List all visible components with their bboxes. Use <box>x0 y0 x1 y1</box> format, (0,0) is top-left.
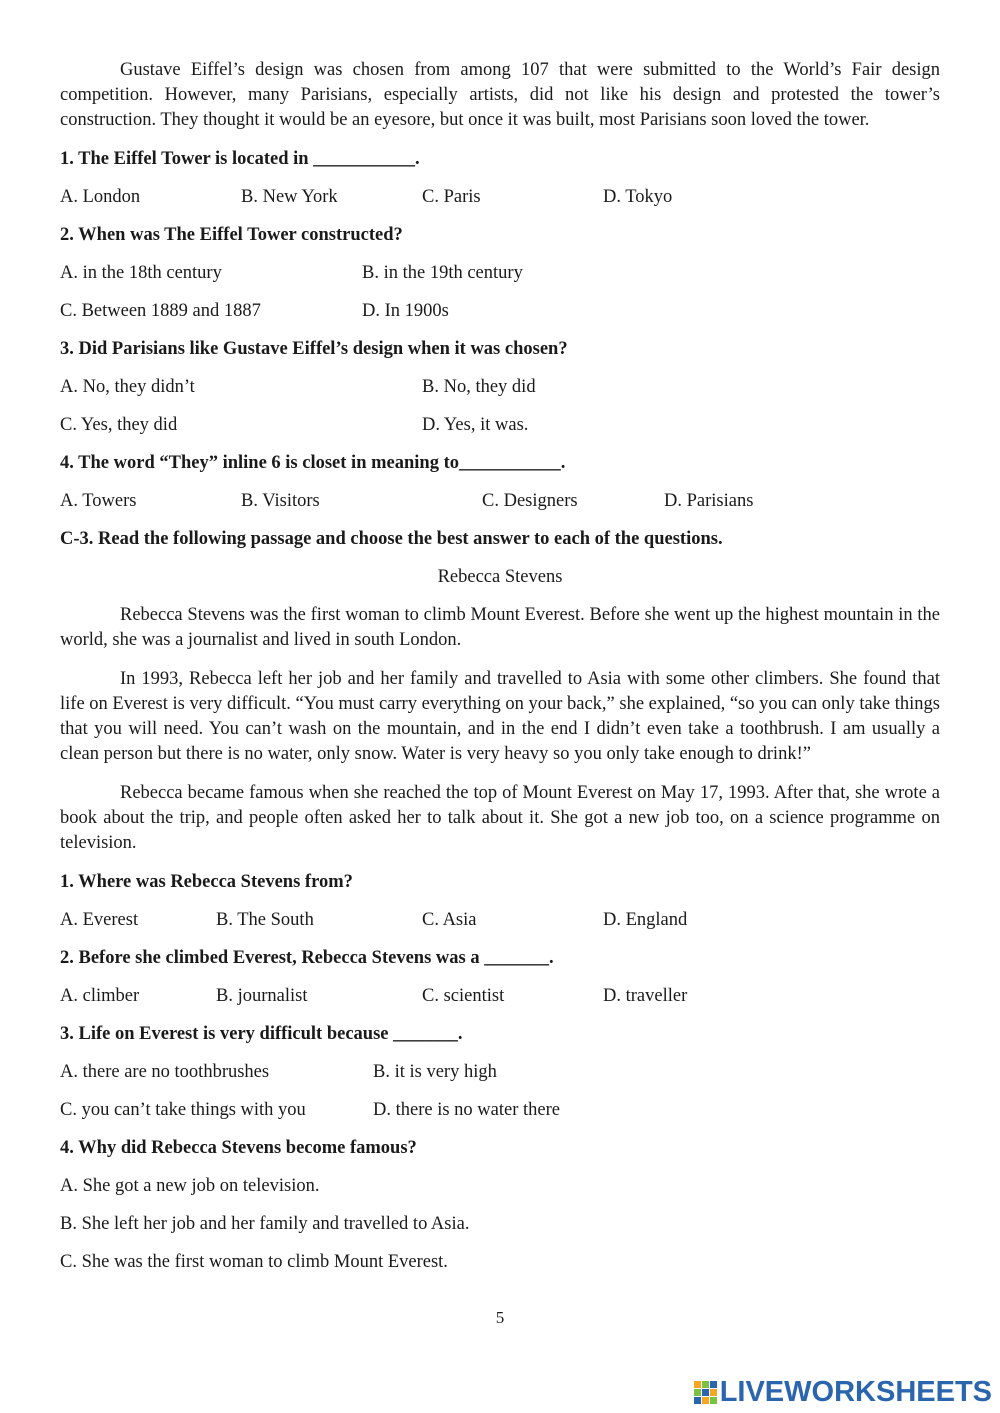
option-b[interactable]: B. The South <box>216 910 314 930</box>
question-3: 3. Did Parisians like Gustave Eiffel’s design when it was chosen? <box>60 339 568 359</box>
passage-paragraph-3: Rebecca became famous when she reached the top of Mount Everest on May 17, 1993. After that, she wrote a book about the trip, and people often asked her to talk about it. She got a new job too, on a science programme on television. <box>60 783 940 853</box>
option-c[interactable]: C. Paris <box>422 187 481 207</box>
option-c[interactable]: C. Yes, they did <box>60 415 178 435</box>
question-3-options-row1 <box>60 1060 940 1085</box>
option-a[interactable]: A. Towers <box>60 491 137 511</box>
passage-paragraph-1: Rebecca Stevens was the first woman to climb Mount Everest. Before she went up the highest mountain in the world, she was a journalist and lived in south London. <box>60 605 940 650</box>
question-1-options <box>60 908 940 933</box>
option-b[interactable]: B. it is very high <box>373 1062 497 1082</box>
option-a[interactable]: A. No, they didn’t <box>60 377 195 397</box>
option-a[interactable]: A. Everest <box>60 910 139 930</box>
question-2-options-row2 <box>60 299 940 324</box>
question-3-options-row2 <box>60 1098 940 1123</box>
option-d[interactable]: D. Parisians <box>664 491 754 511</box>
option-b[interactable]: B. in the 19th century <box>362 263 523 283</box>
question-2: 2. When was The Eiffel Tower constructed? <box>60 225 403 245</box>
logo-text-live: LIVE <box>719 1375 785 1408</box>
option-a[interactable]: A. climber <box>60 986 140 1006</box>
question-1: 1. Where was Rebecca Stevens from? <box>60 872 353 892</box>
option-c[interactable]: C. Asia <box>422 910 477 930</box>
passage-paragraph-2: In 1993, Rebecca left her job and her family and travelled to Asia with some other climbers. She found that life on Everest is very difficult. “You must carry everything on your back,” she explained, “so you can only take things that you will need. You can’t wash on the mountain, and in the end I didn’t even take a toothbrush. I am usually a clean person but there is no water, only snow. Water is very heavy so you only take enough to drink!” <box>60 669 940 764</box>
option-d[interactable]: D. traveller <box>603 986 688 1006</box>
question-3: 3. Life on Everest is very difficult because _______. <box>60 1024 463 1044</box>
option-b[interactable]: B. She left her job and her family and travelled to Asia. <box>60 1214 470 1234</box>
option-b[interactable]: B. No, they did <box>422 377 536 397</box>
option-c[interactable]: C. Between 1889 and 1887 <box>60 301 261 321</box>
logo-text-worksheets: WORKSHEETS <box>784 1375 992 1408</box>
option-a[interactable]: A. London <box>60 187 141 207</box>
passage-title: Rebecca Stevens <box>437 567 563 587</box>
option-b[interactable]: B. journalist <box>216 986 308 1006</box>
logo-grid-icon <box>694 1381 717 1404</box>
option-c[interactable]: C. Designers <box>482 491 578 511</box>
question-3-options-row2 <box>60 413 940 438</box>
liveworksheets-logo <box>694 1377 992 1407</box>
question-1: 1. The Eiffel Tower is located in ___________. <box>60 149 420 169</box>
option-d[interactable]: D. Tokyo <box>603 187 673 207</box>
option-a[interactable]: A. in the 18th century <box>60 263 222 283</box>
question-2: 2. Before she climbed Everest, Rebecca Stevens was a _______. <box>60 948 554 968</box>
option-d[interactable]: D. Yes, it was. <box>422 415 529 435</box>
question-4-options <box>60 489 940 514</box>
question-4: 4. The word “They” inline 6 is closet in meaning to___________. <box>60 453 566 473</box>
option-d[interactable]: D. In 1900s <box>362 301 449 321</box>
option-d[interactable]: D. there is no water there <box>373 1100 560 1120</box>
option-a[interactable]: A. there are no toothbrushes <box>60 1062 270 1082</box>
option-a[interactable]: A. She got a new job on television. <box>60 1176 320 1196</box>
question-2-options-row1 <box>60 261 940 286</box>
passage-eiffel: Gustave Eiffel’s design was chosen from among 107 that were submitted to the World’s Fair design competition. However, many Parisians, especially artists, did not like his design and protested the tower’s construction. They thought it would be an eyesore, but once it was built, most Parisians soon loved the tower. <box>60 60 940 130</box>
question-1-options <box>60 185 940 210</box>
option-c[interactable]: C. scientist <box>422 986 505 1006</box>
option-b[interactable]: B. New York <box>241 187 338 207</box>
option-c[interactable]: C. She was the first woman to climb Mount Everest. <box>60 1252 448 1272</box>
question-4: 4. Why did Rebecca Stevens become famous? <box>60 1138 417 1158</box>
section-heading: C-3. Read the following passage and choose the best answer to each of the questions. <box>60 529 723 549</box>
option-d[interactable]: D. England <box>603 910 688 930</box>
question-2-options <box>60 984 940 1009</box>
worksheet-page <box>60 58 940 1288</box>
question-3-options-row1 <box>60 375 940 400</box>
option-b[interactable]: B. Visitors <box>241 491 320 511</box>
page-number: 5 <box>495 1308 505 1327</box>
option-c[interactable]: C. you can’t take things with you <box>60 1100 306 1120</box>
